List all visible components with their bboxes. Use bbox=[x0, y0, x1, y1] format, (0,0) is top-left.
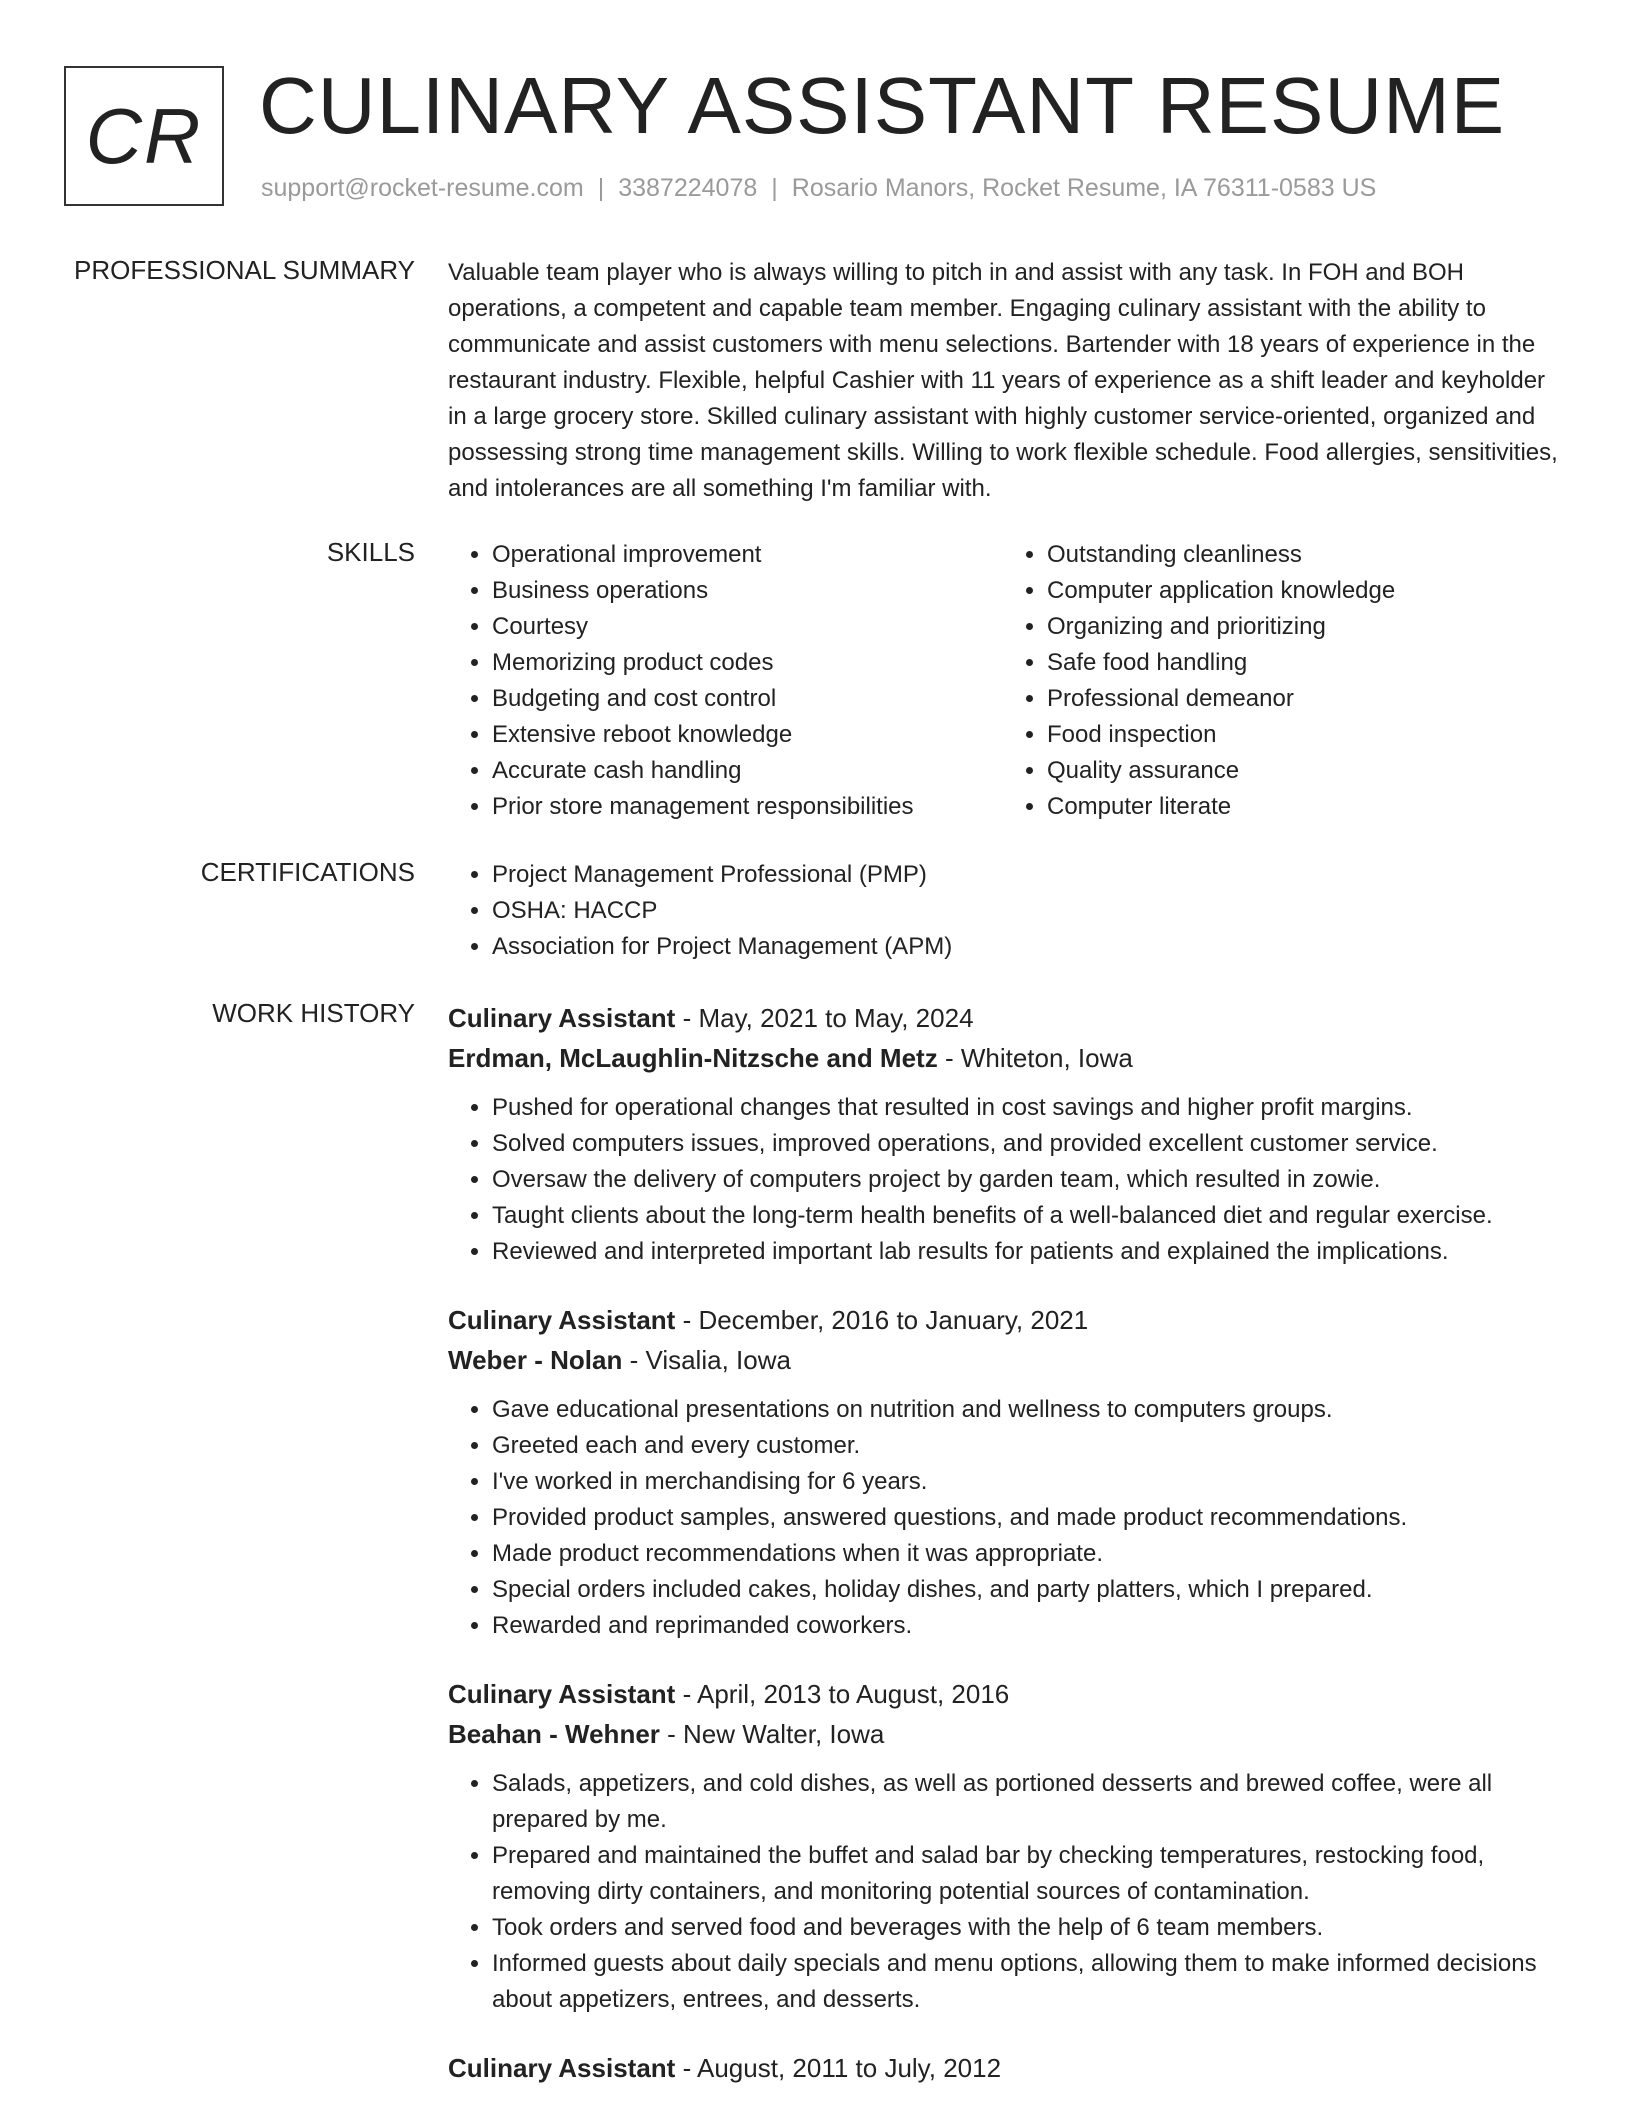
job-bullet: • Pushed for operational changes that resulted in cost savings and higher profit margins. bbox=[492, 1090, 1558, 1126]
summary-text: Valuable team player who is always willing to pitch in and assist with any task. In FOH and BOH operations, a competent and capable team member. Engaging culinary assistant with the ability to communicate and assist customers with menu selections. Bartender with 18 years of experience in the restaurant industry. Flexible, helpful Cashier with 11 years of experience as a shift leader and keyholder in a large grocery store. Skilled culinary assistant with highly customer service-oriented, organized and possessing strong time management skills. Willing to work flexible schedule. Food allergies, sensitivities, and intolerances are all something I'm familiar with. bbox=[448, 259, 1558, 502]
skill-item: • Organizing and prioritizing bbox=[1047, 609, 1558, 645]
job-title-line bbox=[448, 2048, 1558, 2088]
certifications-list bbox=[448, 857, 1558, 965]
job-title: Culinary Assistant bbox=[448, 2053, 676, 2083]
job-bullet: • Rewarded and reprimanded coworkers. bbox=[492, 1608, 1558, 1644]
job-dates: - December, 2016 to January, 2021 bbox=[682, 1305, 1089, 1335]
work-body bbox=[448, 998, 1558, 2118]
skill-item: • Outstanding cleanliness bbox=[1047, 537, 1558, 573]
certifications-body bbox=[448, 857, 1558, 965]
job-location: - Visalia, Iowa bbox=[629, 1345, 791, 1375]
monogram-logo: CR bbox=[64, 66, 224, 206]
contact-separator: | bbox=[771, 174, 778, 202]
job-entry bbox=[448, 2048, 1558, 2088]
certifications-heading: CERTIFICATIONS bbox=[200, 857, 415, 887]
certification-item: • Project Management Professional (PMP) bbox=[492, 857, 1558, 893]
skill-item: • Computer application knowledge bbox=[1047, 573, 1558, 609]
skills-heading: SKILLS bbox=[326, 537, 415, 567]
job-location: - New Walter, Iowa bbox=[667, 1719, 885, 1749]
skills-list-left bbox=[448, 537, 1003, 825]
job-bullets bbox=[448, 1392, 1558, 1644]
skill-item: • Professional demeanor bbox=[1047, 681, 1558, 717]
job-title: Culinary Assistant bbox=[448, 1305, 676, 1335]
job-dates: - May, 2021 to May, 2024 bbox=[682, 1003, 974, 1033]
resume-title: CULINARY ASSISTANT RESUME bbox=[259, 61, 1506, 150]
skill-item: • Quality assurance bbox=[1047, 753, 1558, 789]
skill-item: • Budgeting and cost control bbox=[492, 681, 1003, 717]
job-company-line bbox=[448, 1714, 1558, 1754]
job-bullets bbox=[448, 1090, 1558, 1270]
job-company-line bbox=[448, 1340, 1558, 1380]
certification-item: • Association for Project Management (APM) bbox=[492, 929, 1558, 965]
skill-item: • Business operations bbox=[492, 573, 1003, 609]
job-bullet: • Took orders and served food and beverages with the help of 6 team members. bbox=[492, 1910, 1558, 1946]
job-bullets bbox=[448, 1766, 1558, 2018]
skill-item: • Operational improvement bbox=[492, 537, 1003, 573]
job-bullet: • Reviewed and interpreted important lab results for patients and explained the implications. bbox=[492, 1234, 1558, 1270]
job-bullet: • Made product recommendations when it was appropriate. bbox=[492, 1536, 1558, 1572]
job-entry bbox=[448, 998, 1558, 1270]
skill-item: • Safe food handling bbox=[1047, 645, 1558, 681]
contact-phone: 3387224078 bbox=[618, 174, 758, 202]
job-location: - Whiteton, Iowa bbox=[944, 1043, 1133, 1073]
job-title-line bbox=[448, 1300, 1558, 1340]
skill-item: • Extensive reboot knowledge bbox=[492, 717, 1003, 753]
skill-item: • Memorizing product codes bbox=[492, 645, 1003, 681]
job-company: Beahan - Wehner bbox=[448, 1719, 660, 1749]
job-entry bbox=[448, 1674, 1558, 2018]
summary-heading: PROFESSIONAL SUMMARY bbox=[74, 255, 415, 285]
work-heading: WORK HISTORY bbox=[212, 998, 415, 1028]
skill-item: • Computer literate bbox=[1047, 789, 1558, 825]
job-company: Weber - Nolan bbox=[448, 1345, 623, 1375]
contact-separator: | bbox=[597, 174, 605, 202]
job-bullet: • Gave educational presentations on nutrition and wellness to computers groups. bbox=[492, 1392, 1558, 1428]
skill-item: • Prior store management responsibilities bbox=[492, 789, 1003, 825]
skills-body bbox=[448, 537, 1558, 825]
job-bullet: • Salads, appetizers, and cold dishes, as well as portioned desserts and brewed coffee, were all prepared by me. bbox=[492, 1766, 1558, 1838]
contact-line bbox=[261, 174, 1376, 203]
job-company-line bbox=[448, 1038, 1558, 1078]
skill-item: • Courtesy bbox=[492, 609, 1003, 645]
job-bullet: • Special orders included cakes, holiday dishes, and party platters, which I prepared. bbox=[492, 1572, 1558, 1608]
job-company: Erdman, McLaughlin-Nitzsche and Metz bbox=[448, 1043, 938, 1073]
job-title-line bbox=[448, 998, 1558, 1038]
job-entry bbox=[448, 1300, 1558, 1644]
job-bullet: • Taught clients about the long-term health benefits of a well-balanced diet and regular exercise. bbox=[492, 1198, 1558, 1234]
job-bullet: • Informed guests about daily specials and menu options, allowing them to make informed decisions about appetizers, entrees, and desserts. bbox=[492, 1946, 1558, 2018]
job-title-line bbox=[448, 1674, 1558, 1714]
job-bullet: • Greeted each and every customer. bbox=[492, 1428, 1558, 1464]
certification-item: • OSHA: HACCP bbox=[492, 893, 1558, 929]
skill-item: • Food inspection bbox=[1047, 717, 1558, 753]
skill-item: • Accurate cash handling bbox=[492, 753, 1003, 789]
job-title: Culinary Assistant bbox=[448, 1003, 676, 1033]
job-bullet: • Prepared and maintained the buffet and salad bar by checking temperatures, restocking food, removing dirty containers, and monitoring potential sources of contamination. bbox=[492, 1838, 1558, 1910]
summary-body bbox=[448, 255, 1558, 507]
job-title: Culinary Assistant bbox=[448, 1679, 676, 1709]
job-bullet: • I've worked in merchandising for 6 years. bbox=[492, 1464, 1558, 1500]
resume-header bbox=[64, 61, 1592, 214]
skills-list-right bbox=[1003, 537, 1558, 825]
job-bullet: • Oversaw the delivery of computers project by garden team, which resulted in zowie. bbox=[492, 1162, 1558, 1198]
job-bullet: • Provided product samples, answered questions, and made product recommendations. bbox=[492, 1500, 1558, 1536]
contact-address: Rosario Manors, Rocket Resume, IA 76311-0583 US bbox=[791, 174, 1377, 202]
job-bullet: • Solved computers issues, improved operations, and provided excellent customer service. bbox=[492, 1126, 1558, 1162]
contact-email: support@rocket-resume.com bbox=[261, 174, 584, 202]
job-dates: - April, 2013 to August, 2016 bbox=[682, 1679, 1010, 1709]
job-dates: - August, 2011 to July, 2012 bbox=[682, 2053, 1002, 2083]
